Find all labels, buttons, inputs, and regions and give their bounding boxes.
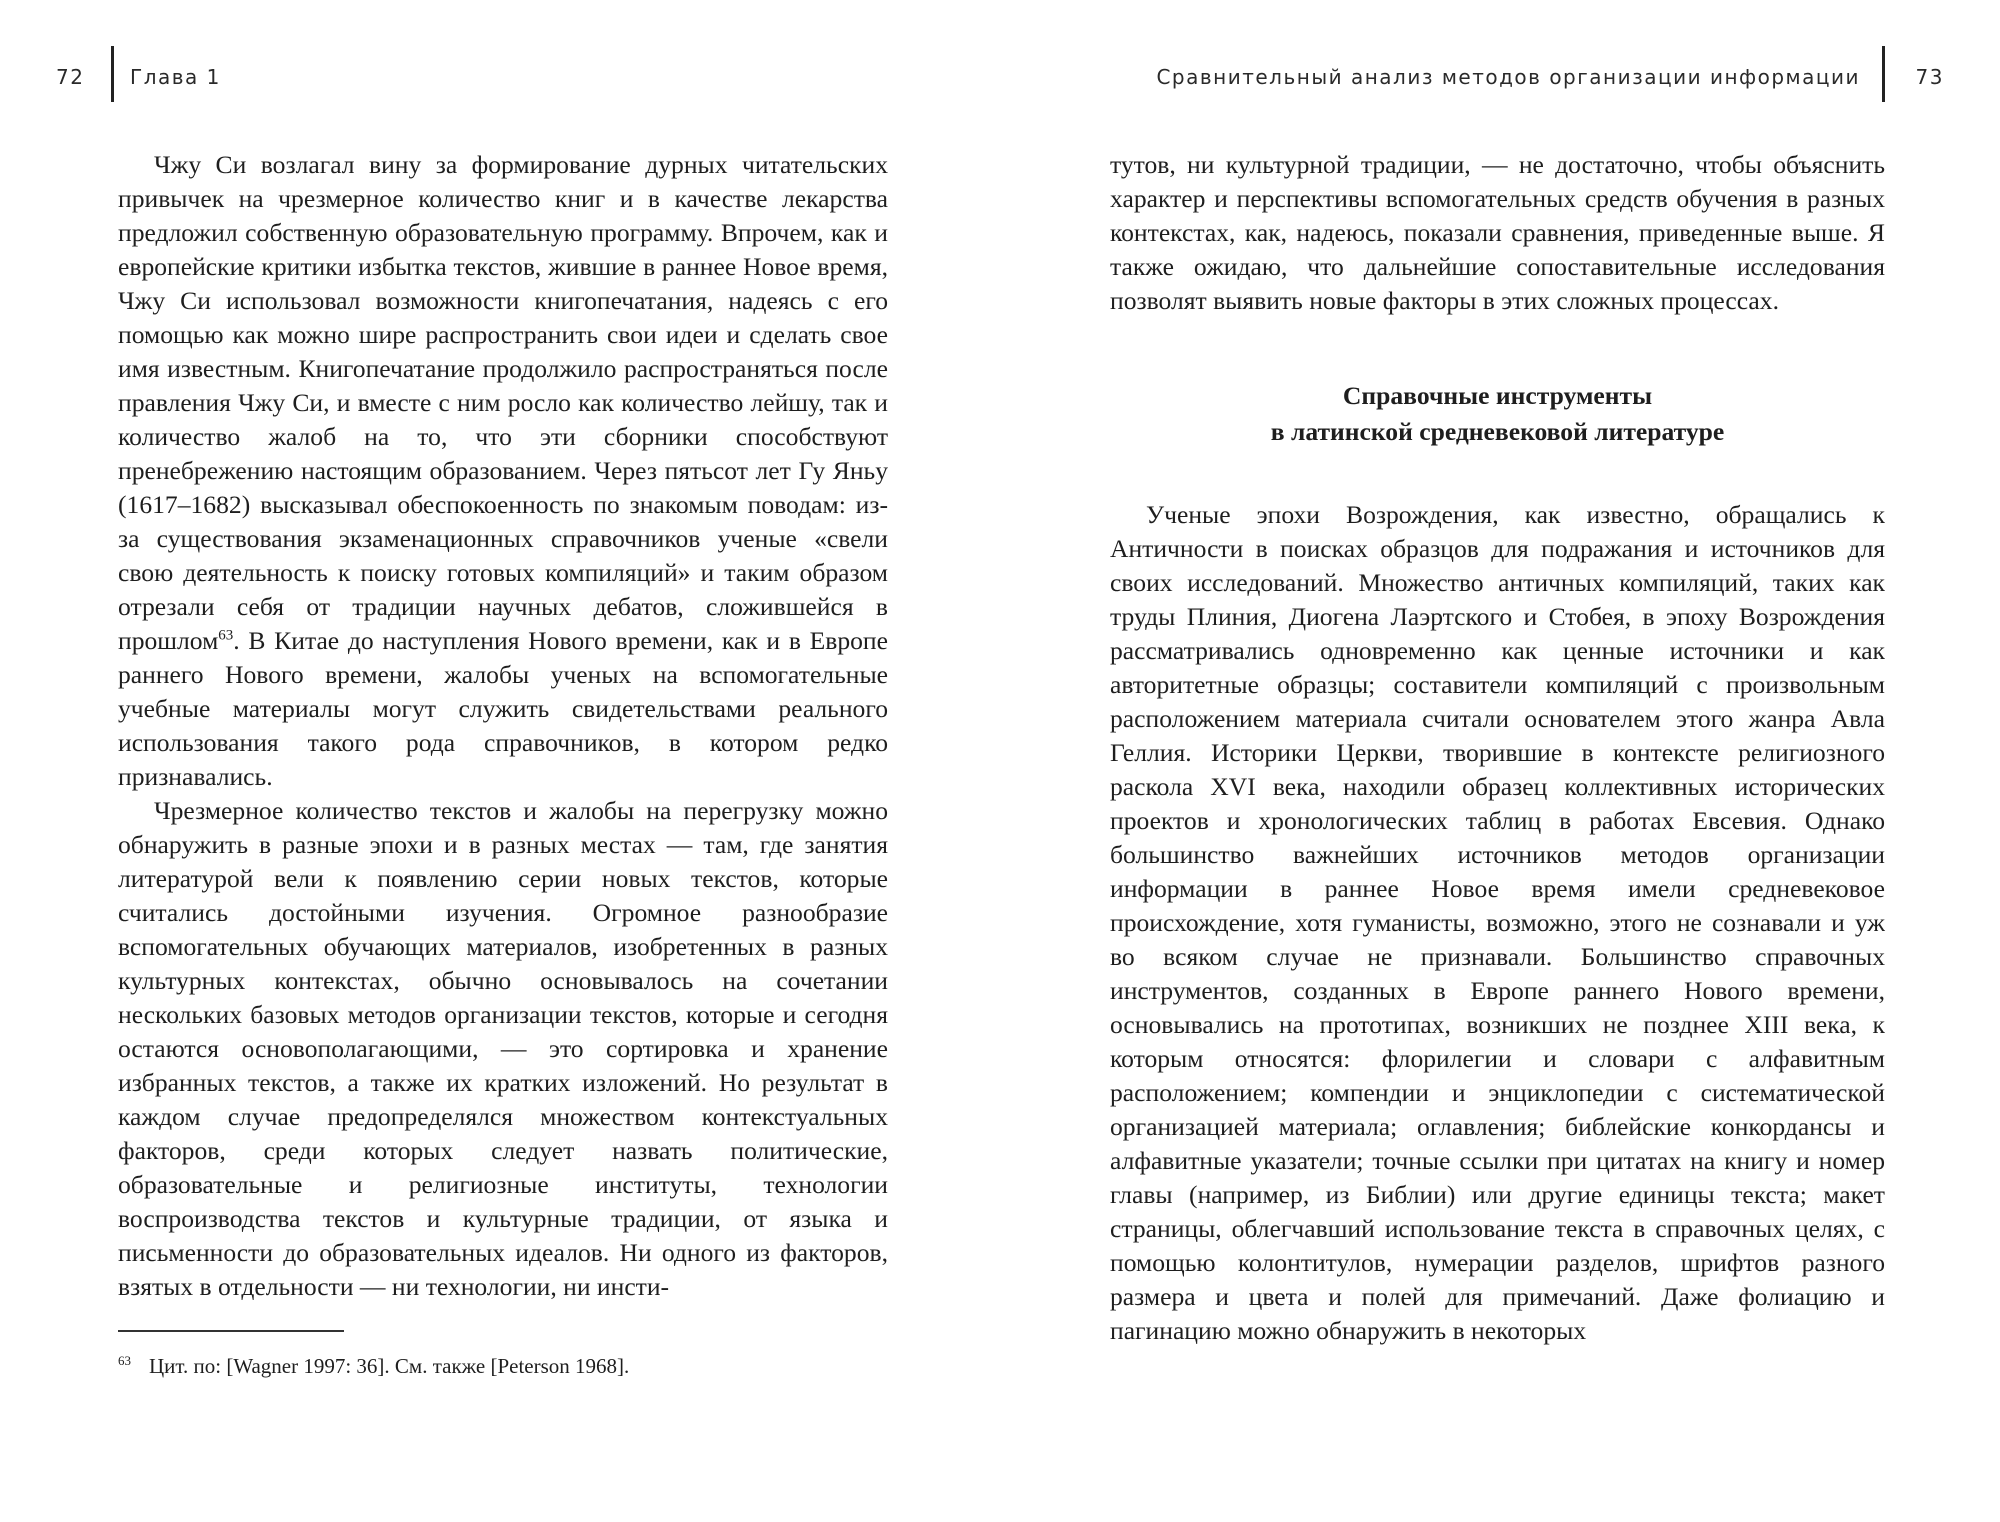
left-paragraph-1-text: Чжу Си возлагал вину за формирование дурных читательских привычек на чрезмерное количество книг и в качестве лекарства предложил собственную образовательную программу. Впрочем, как и европейские критики избытка текстов, жившие в раннее Новое время, Чжу Си использовал возможности книгопечатания, надеясь с его помощью как можно шире распространить свои идеи и сделать свое имя известным. Книгопечатание продолжило распространяться после правления Чжу Си, и вместе с ним росло как количество лейшу, так и количество жалоб на то, что эти сборники способствуют пренебрежению настоящим образованием. Через пятьсот лет Гу Яньу (1617–1682) высказывал обеспокоенность по знакомым поводам: из-за существования экзаменационных справочников ученые «свели свою деятельность к поиску готовых компиляций» и таким образом отрезали себя от традиции научных дебатов, сложившейся в прошлом (118, 150, 888, 655)
section-heading-line-2: в латинской средневековой литературе (1270, 417, 1725, 446)
left-body-text (118, 148, 888, 1304)
footnote-text: Цит. по: [Wagner 1997: 36]. См. также [Peterson 1968]. (149, 1354, 630, 1378)
right-header-divider (1882, 46, 1885, 102)
section-heading (1110, 378, 1885, 450)
right-page-number: 73 (1915, 65, 1944, 89)
footnote-63 (118, 1347, 888, 1380)
left-running-head: Глава 1 (130, 65, 221, 89)
left-header-divider (111, 46, 114, 102)
left-paragraph-1-text-after: . В Китае до наступления Нового времени, как и в Европе раннего Нового времени, жалобы ученых на вспомогательные учебные материалы могут служить свидетельствами реального использования такого рода справочников, в котором редко признавались. (118, 626, 888, 791)
footnote-number: 63 (118, 1353, 131, 1368)
right-body-text (1110, 148, 1885, 1348)
footnote-ref-63[interactable]: 63 (218, 627, 234, 644)
left-paragraph-2: Чрезмерное количество текстов и жалобы на перегрузку можно обнаружить в разные эпохи и в разных местах — там, где занятия литературой вели к появлению серии новых текстов, которые считались достойными изучения. Огромное разнообразие вспомогательных обучающих материалов, изобретенных в разных культурных контекстах, обычно основывалось на сочетании нескольких базовых методов организации текстов, которые и сегодня остаются основополагающими, — это сортировка и хранение избранных текстов, а также их кратких изложений. Но результат в каждом случае предопределялся множеством контекстуальных факторов, среди которых следует назвать политические, образовательные и религиозные институты, технологии воспроизводства текстов и культурные традиции, от языка и письменности до образовательных идеалов. Ни одного из факторов, взятых в отдельности — ни технологии, ни инсти- (118, 796, 888, 1301)
right-page (1000, 0, 2000, 1522)
footnote-divider (118, 1330, 344, 1332)
left-page-number: 72 (56, 65, 85, 89)
section-heading-line-1: Справочные инструменты (1342, 381, 1653, 410)
right-paragraph-1: Ученые эпохи Возрождения, как известно, обращались к Античности в поисках образцов для подражания и источников для своих исследований. Множество античных компиляций, таких как труды Плиния, Диогена Лаэртского и Стобея, в эпоху Возрождения рассматривались одновременно как ценные источники и как авторитетные образцы; составители компиляций с произвольным расположением материала считали основателем этого жанра Авла Геллия. Историки Церкви, творившие в контексте религиозного раскола XVI века, находили образец коллективных исторических проектов и хронологических таблиц в работах Евсевия. Однако большинство важнейших источников методов организации информации в раннее Новое время имели средневековое происхождение, хотя гуманисты, возможно, этого не сознавали и уж во всяком случае не признавали. Большинство справочных инструментов, созданных в Европе раннего Нового времени, основывались на прототипах, возникших не позднее XIII века, к которым относятся: флорилегии и словари с алфавитным расположением; компендии и энциклопедии с систематической организацией материала; оглавления; библейские конкордансы и алфавитные указатели; точные ссылки при цитатах на книгу и номер главы (например, из Библии) или другие единицы текста; макет страницы, облегчавший использование текста в справочных целях, с помощью колонтитулов, нумерации разделов, шрифтов разного размера и цвета и полей для примечаний. Даже фолиацию и пагинацию можно обнаружить в некоторых (1110, 500, 1885, 1345)
left-paragraph-1 (118, 148, 888, 794)
right-running-head: Сравнительный анализ методов организации информации (1156, 65, 1860, 89)
right-continuation-paragraph: тутов, ни культурной традиции, — не достаточно, чтобы объяснить характер и перспективы вспомогательных средств обучения в разных контекстах, как, надеюсь, показали сравнения, приведенные выше. Я также ожидаю, что дальнейшие сопоставительные исследования позволят выявить новые факторы в этих сложных процессах. (1110, 150, 1885, 315)
